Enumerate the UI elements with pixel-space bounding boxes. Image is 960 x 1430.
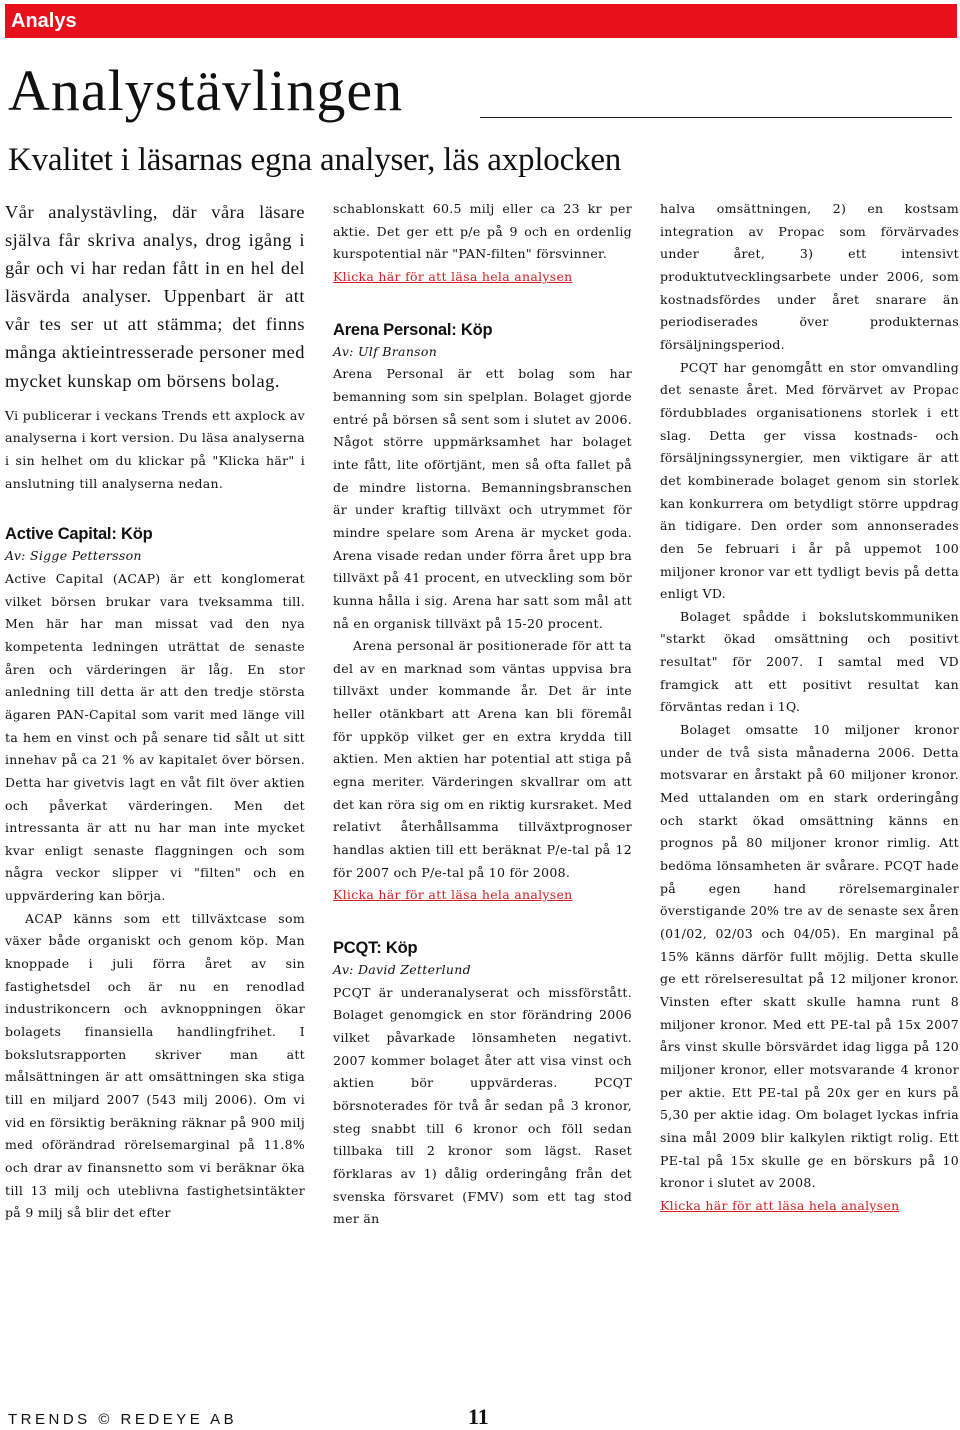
- active-capital-paragraph: ACAP känns som ett tillväxtcase som växer både organiskt och genom köp. Man knoppade i juli förra året av sin fastighetsdel och är nu en renodlad industrikoncern och avknoppningen ökar bolagets finansiella handlingfrihet. I bokslutsrapporten skriver man att målsättningen är att omsättningen ska stiga till en miljard 2007 (543 milj 2006). Om vi vid en försiktig beräkning räknar på 900 milj med oförändrad rörelsemarginal på 11.8% och drar av finansnetto som vi beräknar öka till 13 milj och uteblivna fastighetsintäkter på 9 milj så blir det efter: [5, 910, 305, 1221]
- page-title: Analystävlingen: [8, 58, 404, 123]
- pcqt-paragraph: Bolaget omsatte 10 miljoner kronor under de två sista månaderna 2006. Detta motsvarar en årstakt på 60 miljoner kronor. Med uttalanden om en stark orderingång och starkt ökad omsättning känns en prognos på 80 miljoner kronor rimlig. Att bedöma lönsamheten är svårare. PCQT hade på egen hand rörelsemarginaler överstigande 20% tre av de senaste sex åren (01/02, 02/03 och 04/05). En marginal på 15% känns därför fullt möjlig. Detta skulle ge ett rörelseresultat på 12 miljoner kronor. Vinsten efter skatt skulle hamna runt 8 miljoner kronor. Med ett PE-tal på 15x 2007 års vinst skulle börsvärdet idag ligga på 120 miljoner kronor, eller motsvarande 4 kronor per aktie. Ett PE-tal på 20x ger en kurs på 5,30 per aktie idag. Om bolaget lyckas infria sina mål 2009 blir kalkylen riktigt rolig. Ett PE-tal på 15x skulle ge en börskurs på 10 kronor i slutet av 2008.: [660, 722, 959, 1191]
- arena-personal-author: Av: Ulf Branson: [333, 343, 438, 359]
- pcqt-read-more-link[interactable]: Klicka här för att läsa hela analysen: [660, 1197, 900, 1213]
- spacer: [5, 495, 305, 523]
- column-2: [333, 198, 632, 1231]
- intro-paragraph: Vi publicerar i veckans Trends ett axplock av analyserna i kort version. Du läsa analyserna i sin helhet om du klickar på "Klicka här" i anslutning till analyserna nedan.: [5, 407, 305, 491]
- pcqt-paragraph: halva omsättningen, 2) en kostsam integration av Propac som förvärvades under året, 3) ett intensivt produktutvecklingsarbete under 2006, som kostnadsfördes under året snarare än periodiserades över produkternas försäljningsperiod.: [660, 201, 959, 352]
- pcqt-author: Av: David Zetterlund: [333, 962, 471, 978]
- active-capital-paragraph: Active Capital (ACAP) är ett konglomerat vilket börsen brukar vara tveksamma till. Men här har man missat vad den nya kompetenta ledningen uträttat de senaste åren och värderingen är låg. En stor anledning till detta är att den tredje största ägaren PAN-Capital som varit med länge vill ta hem en vinst och på senare tid sålt ut sitt innehav på ca 21 % av kapitalet över börsen. Detta har givetvis lagt en våt filt över aktien och påverkat värderingen. Men det intressanta är att nu har man inte mycket kvar enligt senaste flaggningen och som några veckor slipper vi "filten" och en uppvärdering kan börja.: [5, 570, 305, 904]
- pcqt-paragraph: PCQT är underanalyserat och missförstått. Bolaget genomgick en stor förändring 2006 vilket påvarkade lönsamheten negativt. 2007 kommer bolaget åter att visa vinst och aktien bör uppvärderas. PCQT börsnoterades för två år sedan på 3 kronor, steg snabbt till 6 kronor och föll sedan tillbaka till 2 kronor som lägst. Raset förklaras av 1) dålig orderingång från det svenska försvaret (FMV) som ett tag stod mer än: [333, 984, 632, 1227]
- arena-personal-paragraph: Arena personal är positionerade för att ta del av en marknad som väntas uppvisa bra tillväxt under kommande år. Det är inte heller otänkbart att Arena kan bli föremål för uppköp vilket ger en extra krydda till aktien. Men aktien har potential att stiga på egna meriter. Värderingen skvallrar om att det kan röra sig om en riktig kursraket. Med relativt återhållsamma tillväxtprognoser handlas aktien till ett beräknat P/e-tal på 12 för 2007 och P/e-tal på 10 för 2008.: [333, 638, 632, 880]
- section-label: Analys: [11, 10, 77, 32]
- title-divider: [480, 117, 952, 118]
- pcqt-paragraph: PCQT har genomgått en stor omvandling det senaste året. Med förvärvet av Propac fördubblades organisationens storlek i ett slag. Detta ger vissa kostnads- och försäljningssynergier, men viktigare är att det kombinerade bolaget genom sin storlek kan konkurrera om betydligt större uppdrag än tidigare. Den order som annonserades den 5e februari i år på uppemot 100 miljoner kronor var ett tydligt bevis på detta enligt VD.: [660, 359, 959, 602]
- column-1: [5, 198, 305, 1225]
- lead-paragraph: Vår analystävling, där våra läsare själva får skriva analys, drog igång i går och vi har redan fått in en hel del läsvärda analyser. Uppenbart är att vår tes ser ut att stämma; det finns många aktieintresserade personer med mycket kunskap om börsens bolag.: [5, 202, 305, 391]
- footer-publisher: TRENDS © REDEYE AB: [8, 1411, 238, 1428]
- pcqt-paragraph: Bolaget spådde i bokslutskommuniken "starkt ökad omsättning och positivt resultat" för 2007. I samtal med VD framgick att ett positivt resultat kan förväntas redan i 1Q.: [660, 608, 959, 715]
- section-header-bar: [5, 4, 957, 38]
- active-capital-author: Av: Sigge Pettersson: [5, 548, 142, 564]
- page-subtitle: Kvalitet i läsarnas egna analyser, läs axplocken: [8, 142, 622, 178]
- pcqt-heading: PCQT: Köp: [333, 939, 418, 958]
- spacer: [333, 907, 632, 937]
- active-capital-heading: Active Capital: Köp: [5, 525, 153, 544]
- active-capital-read-more-link[interactable]: Klicka här för att läsa hela analysen: [333, 268, 573, 284]
- spacer: [333, 289, 632, 319]
- arena-personal-paragraph: Arena Personal är ett bolag som har bemanning som sin spelplan. Bolaget gjorde entré på börsen så sent som i slutet av 2006. Något större uppmärksamhet har bolaget inte fått, lite oförtjänt, men så ofta fallet på de mindre listorna. Bemanningsbranschen är under kraftig tillväxt och utrymmet för mindre spelare som Arena är mycket goda. Arena visade redan under förra året upp bra tillväxt på 41 procent, en utveckling som bör kunna hålla i sig. Arena har satt som mål att nå en organisk tillväxt på 15-20 procent.: [333, 366, 632, 631]
- column-3: [660, 198, 959, 1218]
- arena-personal-heading: Arena Personal: Köp: [333, 320, 493, 339]
- arena-personal-read-more-link[interactable]: Klicka här för att läsa hela analysen: [333, 887, 573, 903]
- page-number: 11: [468, 1404, 489, 1429]
- active-capital-continued: schablonskatt 60.5 milj eller ca 23 kr per aktie. Det ger ett p/e på 9 och en ordenlig kurspotential när "PAN-filten" försvinner.: [333, 201, 632, 262]
